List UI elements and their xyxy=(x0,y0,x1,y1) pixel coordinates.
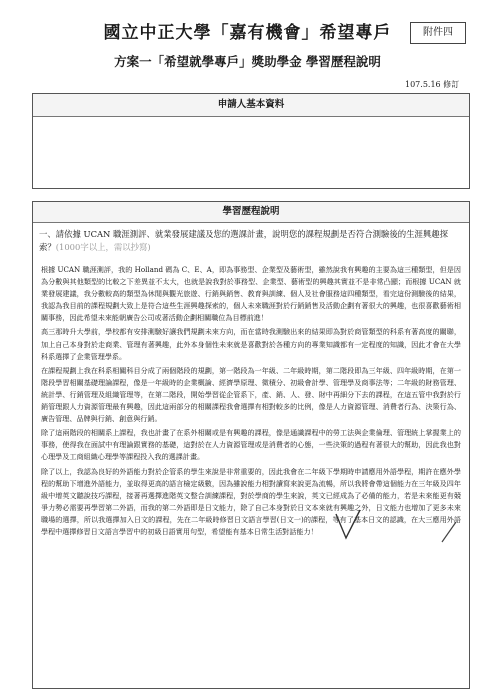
applicant-info-box xyxy=(32,93,470,189)
learning-history-box xyxy=(32,201,470,689)
attachment-badge: 附件四 xyxy=(410,22,466,44)
document-subtitle: 方案一「希望就學專戶」獎助學金 學習歷程說明 xyxy=(114,54,381,69)
learning-history-heading: 學習歷程說明 xyxy=(33,202,469,223)
applicant-info-heading: 申請人基本資料 xyxy=(33,94,469,117)
document-title: 國立中正大學「嘉有機會」希望專戶 xyxy=(103,23,392,43)
answer-text xyxy=(41,264,461,540)
answer-paragraph-1: 根據 UCAN 職涯測評，我的 Holland 碼為 C、E、A，即為事務型、企業型及藝術型，雖然說我有興趣的主要為這三種類型，但是因為分數與其他類型的比較之下差異並不太大，也就是說我對於事務型、企業型、藝術型的興趣其實並不是非常凸顯；而根據 UCAN 就業發展建議，我分數較高的類型為休閒與觀光旅遊、行銷與銷售、教育與訓練、個人及社會服務這四種類型，看完這份測驗後的結果，我認為我目前的課程規劃大致上是符合這些生涯興趣探索的，個人未來職涯對於行銷銷售及活動企劃有著很大的興趣，也很喜歡藝術相關事務，因此希望未來能朝廣告公司或著活動企劃相關職位為目標前進！ xyxy=(41,265,461,323)
question-hint: (1000字以上，需以抄寫) xyxy=(55,241,151,252)
answer-paragraph-3: 在課程規劃上我在科系相關科目分成了兩個階段的規劃，第一階段為一年級、二年級時期，第二階段即為三年級、四年級時期，在第一階段學習相關基礎理論課程，像是一年級時的企業概論、經濟學原理、微積分、初級會計學、管理學及商事法等；二年級的財務管理、統計學、行銷管理及組織管理等，在第二階段，開始學習從企管系下，產、銷、人、發、財中再細分下去的課程，在這五管中我對於行銷管理跟人力資源管理最有興趣，因此這兩部分的相關課程我會選擇有相對較多的比例，像是人力資源管理、消費者行為、決策行為、廣告管理、品牌與行銷、創意與行銷。 xyxy=(41,365,461,424)
question-block xyxy=(39,228,463,253)
answer-paragraph-2: 高三那時升大學前，學校都有安排測驗好讓我們規劃未來方向，而在當時我測驗出來的結果即為對於商管類型的科系有著高度的關聯，加上自己本身對於走商業、管理有著興趣，此外本身個性未來就是喜歡對於各種方向的專業知識都有一定程度的知識，因此才會在大學科系選擇了企業管理學系。 xyxy=(41,327,461,361)
revision-date: 107.5.16 修訂 xyxy=(405,80,460,89)
question-number: 一、 xyxy=(39,229,56,239)
answer-paragraph-4: 除了這兩階段的相關系上課程，我也計畫了在系外相關或是有興趣的課程，像是通識課程中的勞工法與企業倫理、管理統上掌握業上的事務，使得我在面試中有理論跟實務的基礎，這對於在人力資源管理或是消費者的心態，一些決策的過程有著很大的幫助，因此我也對心理學及工商組織心理學等課程投入我的選課計畫。 xyxy=(41,428,461,462)
answer-paragraph-5: 除了以上，我認為良好的外語能力對於企管系的學生來說是非常重要的，因此我會在二年級下學期時申請應用外語學程，期許在應外學程的幫助下增進外語能力，並取得更高的語言檢定級數，因為雖說能力相對讀寫來說更為流暢，所以我將會帶這個能力在三年級及四年級中增英文聽說技巧課程，接著再選擇進階英文整合訓練課程，對於學商的學生來說，英文已經成為了必備的能力，若是未來能更有競爭力勢必需要再學習第二外語，而我的第二外語即是日文能力，除了自己本身對於日文本來就有興趣之外，日文能力也增加了更多未來職場的選擇，所以我選擇加入日文的課程，先在二年級時修習日文語言學習(日文一)的課程，等有了基本日文的認識，在大三應用外語學程中選擇修習日文語言學習中的初級日語實用句型，希望能有基本日常生活對話能力！ xyxy=(41,466,461,536)
question-text: 請依據 UCAN 職涯測評、就業發展建議及您的選課計畫，說明您的課程規劃是否符合測驗後的生涯興趣探索？ xyxy=(39,229,449,252)
